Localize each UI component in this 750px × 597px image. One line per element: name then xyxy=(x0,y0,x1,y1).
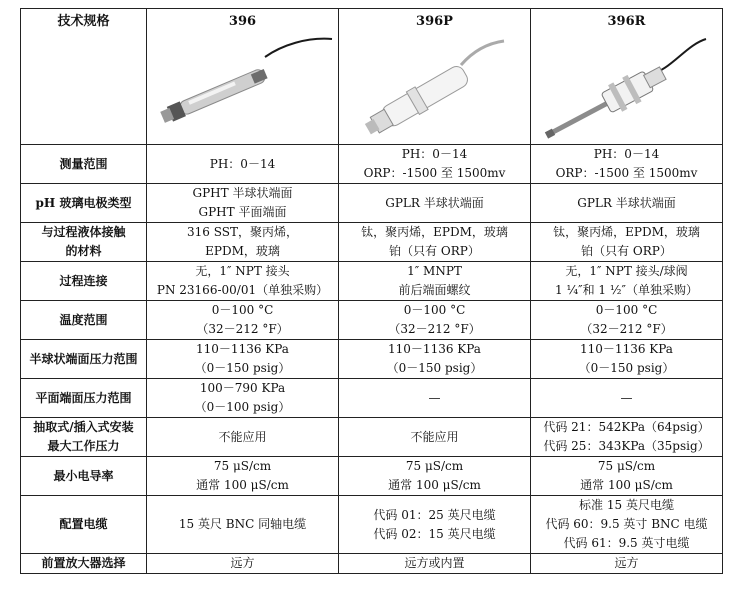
spec-value: GPLR 半球状端面 xyxy=(577,195,676,210)
spec-value: 110－1136 KPa xyxy=(388,342,481,356)
spec-value: PN 23166-00/01（单独采购） xyxy=(156,283,329,297)
row-label-line: pH 玻璃电极类型 xyxy=(35,195,132,210)
spec-cell xyxy=(339,340,531,379)
table-row xyxy=(21,340,723,379)
spec-cell xyxy=(147,223,339,262)
spec-value: 0－100 °C xyxy=(403,303,466,317)
spec-value: 0－100 °C xyxy=(211,303,274,317)
spec-cell xyxy=(147,496,339,554)
spec-value: 铂（只有 ORP） xyxy=(389,244,480,258)
row-label xyxy=(21,223,147,262)
spec-value: 100－790 KPa xyxy=(199,381,286,395)
spec-cell xyxy=(531,340,723,379)
spec-value: 代码 01：25 英尺电缆 xyxy=(373,507,496,522)
spec-value: 远方或内置 xyxy=(404,556,465,570)
spec-value: 不能应用 xyxy=(218,429,267,444)
spec-value: 不能应用 xyxy=(410,429,459,444)
row-label-line: 配置电缆 xyxy=(59,517,108,531)
table-row xyxy=(21,262,723,301)
row-label xyxy=(21,418,147,457)
row-label xyxy=(21,457,147,496)
spec-cell xyxy=(147,262,339,301)
spec-cell xyxy=(147,457,339,496)
table-row xyxy=(21,418,723,457)
spec-cell xyxy=(147,301,339,340)
row-label-line: 抽取式/插入式安装 xyxy=(33,420,134,434)
spec-value: （0－150 psig） xyxy=(578,361,675,375)
table-row xyxy=(21,496,723,554)
spec-value: 钛，聚丙烯，EPDM，玻璃 xyxy=(553,225,700,239)
spec-cell xyxy=(339,223,531,262)
spec-value: 通常 100 μS/cm xyxy=(196,478,289,492)
spec-value: 1″ MNPT xyxy=(407,264,462,278)
spec-cell xyxy=(339,496,531,554)
row-label xyxy=(21,379,147,418)
header-row xyxy=(21,9,723,145)
spec-value: 标准 15 英尺电缆 xyxy=(579,498,674,512)
model-396p-header xyxy=(339,9,531,145)
spec-value: 316 SST，聚丙烯， xyxy=(187,225,298,239)
spec-cell xyxy=(147,145,339,184)
table-row xyxy=(21,457,723,496)
table-row xyxy=(21,223,723,262)
spec-label: 技术规格 xyxy=(57,14,110,29)
spec-cell xyxy=(531,379,723,418)
spec-value: — xyxy=(428,390,441,405)
spec-value: 代码 60：9.5 英寸 BNC 电缆 xyxy=(545,517,708,531)
spec-cell xyxy=(339,184,531,223)
row-label xyxy=(21,301,147,340)
spec-cell xyxy=(339,262,531,301)
spec-value: （32－212 °F） xyxy=(580,322,673,336)
row-label-line: 最大工作压力 xyxy=(47,439,120,453)
spec-cell xyxy=(339,554,531,574)
table-row xyxy=(21,145,723,184)
row-label xyxy=(21,496,147,554)
row-label-line: 过程连接 xyxy=(59,273,108,288)
spec-value: ORP：-1500 至 1500mv xyxy=(363,166,506,180)
spec-value: 75 μS/cm xyxy=(405,459,464,473)
sensor-396r-image xyxy=(531,35,723,140)
row-label-line: 测量范围 xyxy=(59,156,108,171)
spec-value: 110－1136 KPa xyxy=(580,342,673,356)
spec-value: （32－212 °F） xyxy=(388,322,481,336)
spec-value: 前后端面螺纹 xyxy=(398,283,471,297)
spec-cell xyxy=(339,301,531,340)
row-label-line: 与过程液体接触 xyxy=(41,225,126,239)
spec-cell xyxy=(531,418,723,457)
spec-value: （0－150 psig） xyxy=(194,361,291,375)
model-396r-title: 396R xyxy=(607,14,646,29)
spec-value: 代码 25：343KPa（35psig） xyxy=(543,439,710,453)
row-label xyxy=(21,262,147,301)
spec-value: PH：0－14 xyxy=(593,147,660,161)
spec-value: 通常 100 μS/cm xyxy=(388,478,481,492)
spec-cell xyxy=(531,262,723,301)
row-label xyxy=(21,184,147,223)
spec-value: ORP：-1500 至 1500mv xyxy=(555,166,698,180)
spec-value: 代码 21：542KPa（64psig） xyxy=(543,420,710,434)
spec-value: 钛，聚丙烯，EPDM，玻璃 xyxy=(361,225,508,239)
spec-cell xyxy=(531,496,723,554)
spec-value: PH：0－14 xyxy=(209,156,276,171)
spec-value: — xyxy=(620,390,633,405)
spec-value: 远方 xyxy=(230,556,255,570)
spec-cell xyxy=(147,340,339,379)
row-label-line: 的材料 xyxy=(65,244,102,258)
spec-value: GPLR 半球状端面 xyxy=(385,195,484,210)
row-label-line: 前置放大器选择 xyxy=(41,556,126,570)
row-label-line: 平面端面压力范围 xyxy=(35,390,132,405)
spec-value: 通常 100 μS/cm xyxy=(580,478,673,492)
spec-value: GPHT 半球状端面 xyxy=(192,186,293,200)
spec-value: 1 ¼″和 1 ½″（单独采购） xyxy=(555,283,698,297)
row-label-line: 半球状端面压力范围 xyxy=(29,351,138,366)
spec-table xyxy=(20,8,723,574)
spec-cell xyxy=(531,223,723,262)
spec-value: 无，1″ NPT 接头/球阀 xyxy=(565,264,688,278)
spec-cell xyxy=(531,457,723,496)
spec-cell xyxy=(531,145,723,184)
spec-value: 0－100 °C xyxy=(595,303,658,317)
model-396p-title: 396P xyxy=(416,14,453,29)
spec-value: 75 μS/cm xyxy=(213,459,272,473)
spec-value: （0－150 psig） xyxy=(386,361,483,375)
spec-value: 铂（只有 ORP） xyxy=(581,244,672,258)
spec-value: （0－100 psig） xyxy=(194,400,291,414)
spec-value: （32－212 °F） xyxy=(196,322,289,336)
spec-value: 代码 61：9.5 英寸电缆 xyxy=(563,536,690,550)
spec-cell xyxy=(531,554,723,574)
spec-value: 110－1136 KPa xyxy=(196,342,289,356)
spec-value: EPDM，玻璃 xyxy=(205,244,280,258)
spec-cell xyxy=(147,184,339,223)
spec-value: 无，1″ NPT 接头 xyxy=(195,264,290,278)
table-row xyxy=(21,379,723,418)
spec-value: 代码 02：15 英尺电缆 xyxy=(373,526,496,541)
row-label-line: 温度范围 xyxy=(59,312,108,327)
table-row xyxy=(21,554,723,574)
spec-cell xyxy=(339,457,531,496)
model-396r-header xyxy=(531,9,723,145)
table-row xyxy=(21,301,723,340)
spec-value: GPHT 平面端面 xyxy=(198,205,287,219)
row-label xyxy=(21,340,147,379)
row-label xyxy=(21,145,147,184)
model-396-header xyxy=(147,9,339,145)
row-label xyxy=(21,554,147,574)
spec-cell xyxy=(147,554,339,574)
spec-cell xyxy=(147,379,339,418)
spec-value: 75 μS/cm xyxy=(597,459,656,473)
row-label-line: 最小电导率 xyxy=(53,468,114,483)
spec-value: 15 英尺 BNC 同轴电缆 xyxy=(178,517,307,531)
spec-cell xyxy=(339,379,531,418)
sensor-396-image xyxy=(147,35,339,140)
spec-cell xyxy=(339,418,531,457)
spec-cell xyxy=(339,145,531,184)
spec-label-header xyxy=(21,9,147,145)
model-396-title: 396 xyxy=(228,14,257,29)
spec-value: 远方 xyxy=(614,556,639,570)
spec-cell xyxy=(531,184,723,223)
spec-value: PH：0－14 xyxy=(401,147,468,161)
table-row xyxy=(21,184,723,223)
spec-cell xyxy=(147,418,339,457)
sensor-396p-image xyxy=(339,35,531,140)
spec-cell xyxy=(531,301,723,340)
